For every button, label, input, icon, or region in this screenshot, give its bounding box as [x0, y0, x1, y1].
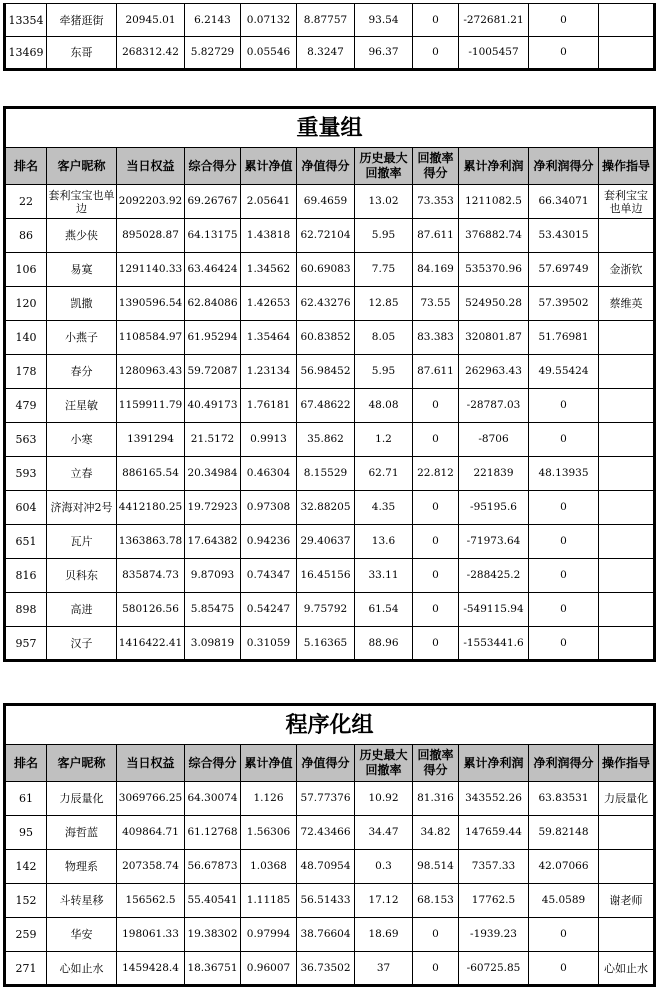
rank-cell: 13354	[5, 4, 47, 37]
max-drawdown-cell: 93.54	[355, 4, 413, 37]
guidance-cell: 套利宝宝也单边	[599, 185, 655, 219]
cumulative-nav-cell: 1.34562	[241, 253, 297, 287]
rank-cell: 178	[5, 355, 47, 389]
max-drawdown-cell: 48.08	[355, 389, 413, 423]
drawdown-score-cell: 87.611	[413, 219, 459, 253]
group-title: 程序化组	[5, 705, 655, 745]
nav-score-cell: 62.43276	[297, 287, 355, 321]
group-title: 重量组	[5, 108, 655, 148]
drawdown-score-cell: 0	[413, 423, 459, 457]
nickname-cell: 瓦片	[47, 525, 117, 559]
profit-score-cell: 0	[529, 593, 599, 627]
drawdown-score-cell: 98.514	[413, 850, 459, 884]
column-header-rank: 排名	[5, 148, 47, 185]
nav-score-cell: 8.15529	[297, 457, 355, 491]
table-row	[5, 37, 655, 70]
table-row	[5, 219, 655, 253]
nickname-cell: 华安	[47, 918, 117, 952]
nickname-cell: 济海对冲2号	[47, 491, 117, 525]
nickname-cell: 春分	[47, 355, 117, 389]
table-row	[5, 850, 655, 884]
table-row	[5, 952, 655, 986]
max-drawdown-cell: 33.11	[355, 559, 413, 593]
drawdown-score-cell: 0	[413, 525, 459, 559]
equity-cell: 3069766.25	[117, 782, 185, 816]
composite-score-cell: 56.67873	[185, 850, 241, 884]
net-profit-cell: 221839	[459, 457, 529, 491]
cumulative-nav-cell: 1.23134	[241, 355, 297, 389]
guidance-cell: 谢老师	[599, 884, 655, 918]
max-drawdown-cell: 5.95	[355, 355, 413, 389]
table-row	[5, 593, 655, 627]
column-header-max-drawdown: 历史最大回撤率	[355, 148, 413, 185]
profit-score-cell: 42.07066	[529, 850, 599, 884]
table-row	[5, 627, 655, 661]
nav-score-cell: 16.45156	[297, 559, 355, 593]
group-body	[5, 782, 655, 986]
table-row	[5, 782, 655, 816]
profit-score-cell: 0	[529, 918, 599, 952]
drawdown-score-cell: 0	[413, 627, 459, 661]
rank-cell: 142	[5, 850, 47, 884]
column-header-profit-score: 净利润得分	[529, 148, 599, 185]
net-profit-cell: -71973.64	[459, 525, 529, 559]
max-drawdown-cell: 10.92	[355, 782, 413, 816]
nickname-cell: 牵猪逛街	[47, 4, 117, 37]
max-drawdown-cell: 12.85	[355, 287, 413, 321]
table-row	[5, 559, 655, 593]
profit-score-cell: 0	[529, 423, 599, 457]
net-profit-cell: -60725.85	[459, 952, 529, 986]
net-profit-cell: 524950.28	[459, 287, 529, 321]
drawdown-score-cell: 83.383	[413, 321, 459, 355]
composite-score-cell: 19.72923	[185, 491, 241, 525]
nickname-cell: 力辰量化	[47, 782, 117, 816]
guidance-cell: 蔡维英	[599, 287, 655, 321]
drawdown-score-cell: 0	[413, 918, 459, 952]
nickname-cell: 汉子	[47, 627, 117, 661]
cumulative-nav-cell: 0.31059	[241, 627, 297, 661]
equity-cell: 1390596.54	[117, 287, 185, 321]
cumulative-nav-cell: 1.76181	[241, 389, 297, 423]
net-profit-cell: 17762.5	[459, 884, 529, 918]
equity-cell: 198061.33	[117, 918, 185, 952]
max-drawdown-cell: 62.71	[355, 457, 413, 491]
guidance-cell	[599, 37, 655, 70]
nav-score-cell: 38.76604	[297, 918, 355, 952]
composite-score-cell: 40.49173	[185, 389, 241, 423]
guidance-cell	[599, 355, 655, 389]
equity-cell: 1459428.4	[117, 952, 185, 986]
guidance-cell	[599, 219, 655, 253]
rank-cell: 651	[5, 525, 47, 559]
equity-cell: 1363863.78	[117, 525, 185, 559]
max-drawdown-cell: 88.96	[355, 627, 413, 661]
composite-score-cell: 6.2143	[185, 4, 241, 37]
guidance-cell	[599, 627, 655, 661]
nav-score-cell: 8.3247	[297, 37, 355, 70]
nav-score-cell: 5.16365	[297, 627, 355, 661]
max-drawdown-cell: 37	[355, 952, 413, 986]
cumulative-nav-cell: 0.94236	[241, 525, 297, 559]
cumulative-nav-cell: 1.0368	[241, 850, 297, 884]
nickname-cell: 汪星敏	[47, 389, 117, 423]
guidance-cell	[599, 850, 655, 884]
rank-cell: 479	[5, 389, 47, 423]
cumulative-nav-cell: 0.9913	[241, 423, 297, 457]
column-header-net-profit: 累计净利润	[459, 148, 529, 185]
equity-cell: 886165.54	[117, 457, 185, 491]
drawdown-score-cell: 84.169	[413, 253, 459, 287]
table-row	[5, 321, 655, 355]
group-title-row	[5, 108, 655, 148]
equity-cell: 156562.5	[117, 884, 185, 918]
profit-score-cell: 57.39502	[529, 287, 599, 321]
previous-group-body	[5, 4, 655, 70]
guidance-cell	[599, 593, 655, 627]
drawdown-score-cell: 81.316	[413, 782, 459, 816]
rank-cell: 593	[5, 457, 47, 491]
group-title-row	[5, 705, 655, 745]
guidance-cell	[599, 816, 655, 850]
nickname-cell: 套利宝宝也单边	[47, 185, 117, 219]
drawdown-score-cell: 34.82	[413, 816, 459, 850]
profit-score-cell: 0	[529, 559, 599, 593]
max-drawdown-cell: 5.95	[355, 219, 413, 253]
equity-cell: 1280963.43	[117, 355, 185, 389]
previous-group-table	[3, 3, 656, 71]
equity-cell: 1291140.33	[117, 253, 185, 287]
drawdown-score-cell: 0	[413, 593, 459, 627]
table-row	[5, 4, 655, 37]
drawdown-score-cell: 0	[413, 952, 459, 986]
equity-cell: 409864.71	[117, 816, 185, 850]
net-profit-cell: 1211082.5	[459, 185, 529, 219]
nickname-cell: 东哥	[47, 37, 117, 70]
equity-cell: 4412180.25	[117, 491, 185, 525]
equity-cell: 1159911.79	[117, 389, 185, 423]
column-header-net-profit: 累计净利润	[459, 745, 529, 782]
max-drawdown-cell: 13.02	[355, 185, 413, 219]
column-header-rank: 排名	[5, 745, 47, 782]
nickname-cell: 斗转星移	[47, 884, 117, 918]
equity-cell: 895028.87	[117, 219, 185, 253]
header-row	[5, 745, 655, 782]
nav-score-cell: 56.51433	[297, 884, 355, 918]
drawdown-score-cell: 73.55	[413, 287, 459, 321]
net-profit-cell: 320801.87	[459, 321, 529, 355]
composite-score-cell: 9.87093	[185, 559, 241, 593]
cumulative-nav-cell: 0.54247	[241, 593, 297, 627]
equity-cell: 268312.42	[117, 37, 185, 70]
nav-score-cell: 56.98452	[297, 355, 355, 389]
guidance-cell	[599, 525, 655, 559]
nav-score-cell: 60.83852	[297, 321, 355, 355]
column-header-nickname: 客户昵称	[47, 148, 117, 185]
profit-score-cell: 0	[529, 389, 599, 423]
net-profit-cell: -1553441.6	[459, 627, 529, 661]
nav-score-cell: 8.87757	[297, 4, 355, 37]
equity-cell: 1416422.41	[117, 627, 185, 661]
table-row	[5, 884, 655, 918]
table-row	[5, 918, 655, 952]
drawdown-score-cell: 68.153	[413, 884, 459, 918]
nav-score-cell: 36.73502	[297, 952, 355, 986]
rank-cell: 95	[5, 816, 47, 850]
max-drawdown-cell: 0.3	[355, 850, 413, 884]
guidance-cell: 金浙钦	[599, 253, 655, 287]
rank-cell: 61	[5, 782, 47, 816]
composite-score-cell: 63.46424	[185, 253, 241, 287]
guidance-cell	[599, 321, 655, 355]
profit-score-cell: 0	[529, 37, 599, 70]
max-drawdown-cell: 34.47	[355, 816, 413, 850]
equity-cell: 580126.56	[117, 593, 185, 627]
rank-cell: 106	[5, 253, 47, 287]
rank-cell: 22	[5, 185, 47, 219]
cumulative-nav-cell: 0.97994	[241, 918, 297, 952]
cumulative-nav-cell: 0.46304	[241, 457, 297, 491]
net-profit-cell: 147659.44	[459, 816, 529, 850]
guidance-cell	[599, 457, 655, 491]
nav-score-cell: 67.48622	[297, 389, 355, 423]
profit-score-cell: 0	[529, 525, 599, 559]
profit-score-cell: 51.76981	[529, 321, 599, 355]
nav-score-cell: 62.72104	[297, 219, 355, 253]
equity-cell: 20945.01	[117, 4, 185, 37]
composite-score-cell: 64.30074	[185, 782, 241, 816]
composite-score-cell: 64.13175	[185, 219, 241, 253]
column-header-drawdown-score: 回撤率得分	[413, 745, 459, 782]
profit-score-cell: 0	[529, 952, 599, 986]
table-row	[5, 355, 655, 389]
cumulative-nav-cell: 1.56306	[241, 816, 297, 850]
table-row	[5, 389, 655, 423]
nickname-cell: 凯撒	[47, 287, 117, 321]
equity-cell: 1391294	[117, 423, 185, 457]
group-body	[5, 185, 655, 661]
cumulative-nav-cell: 1.42653	[241, 287, 297, 321]
nickname-cell: 立春	[47, 457, 117, 491]
max-drawdown-cell: 8.05	[355, 321, 413, 355]
header-row	[5, 148, 655, 185]
guidance-cell	[599, 491, 655, 525]
cumulative-nav-cell: 1.126	[241, 782, 297, 816]
profit-score-cell: 49.55424	[529, 355, 599, 389]
rank-cell: 259	[5, 918, 47, 952]
rank-cell: 86	[5, 219, 47, 253]
nickname-cell: 贝科东	[47, 559, 117, 593]
nav-score-cell: 48.70954	[297, 850, 355, 884]
rank-cell: 271	[5, 952, 47, 986]
guidance-cell	[599, 559, 655, 593]
composite-score-cell: 19.38302	[185, 918, 241, 952]
nickname-cell: 小燕子	[47, 321, 117, 355]
column-header-guidance: 操作指导	[599, 148, 655, 185]
table-row	[5, 816, 655, 850]
profit-score-cell: 63.83531	[529, 782, 599, 816]
column-header-cumulative-nav: 累计净值	[241, 148, 297, 185]
column-header-cumulative-nav: 累计净值	[241, 745, 297, 782]
cumulative-nav-cell: 2.05641	[241, 185, 297, 219]
cumulative-nav-cell: 1.35464	[241, 321, 297, 355]
net-profit-cell: 343552.26	[459, 782, 529, 816]
drawdown-score-cell: 73.353	[413, 185, 459, 219]
nickname-cell: 物理系	[47, 850, 117, 884]
profit-score-cell: 66.34071	[529, 185, 599, 219]
table-row	[5, 423, 655, 457]
column-header-nickname: 客户昵称	[47, 745, 117, 782]
max-drawdown-cell: 18.69	[355, 918, 413, 952]
column-header-max-drawdown: 历史最大回撤率	[355, 745, 413, 782]
composite-score-cell: 5.85475	[185, 593, 241, 627]
composite-score-cell: 5.82729	[185, 37, 241, 70]
nickname-cell: 易寞	[47, 253, 117, 287]
column-header-equity: 当日权益	[117, 745, 185, 782]
profit-score-cell: 48.13935	[529, 457, 599, 491]
table-row	[5, 457, 655, 491]
equity-cell: 835874.73	[117, 559, 185, 593]
composite-score-cell: 18.36751	[185, 952, 241, 986]
rank-cell: 816	[5, 559, 47, 593]
net-profit-cell: -28787.03	[459, 389, 529, 423]
equity-cell: 2092203.92	[117, 185, 185, 219]
column-header-composite-score: 综合得分	[185, 148, 241, 185]
nickname-cell: 海哲蓝	[47, 816, 117, 850]
column-header-nav-score: 净值得分	[297, 148, 355, 185]
cumulative-nav-cell: 0.74347	[241, 559, 297, 593]
composite-score-cell: 17.64382	[185, 525, 241, 559]
max-drawdown-cell: 61.54	[355, 593, 413, 627]
profit-score-cell: 0	[529, 491, 599, 525]
cumulative-nav-cell: 1.11185	[241, 884, 297, 918]
net-profit-cell: -549115.94	[459, 593, 529, 627]
composite-score-cell: 61.12768	[185, 816, 241, 850]
nav-score-cell: 9.75792	[297, 593, 355, 627]
drawdown-score-cell: 0	[413, 37, 459, 70]
equity-cell: 1108584.97	[117, 321, 185, 355]
drawdown-score-cell: 87.611	[413, 355, 459, 389]
table-row	[5, 253, 655, 287]
nav-score-cell: 35.862	[297, 423, 355, 457]
algo-group-table	[3, 703, 656, 987]
drawdown-score-cell: 0	[413, 4, 459, 37]
rank-cell: 120	[5, 287, 47, 321]
column-header-equity: 当日权益	[117, 148, 185, 185]
profit-score-cell: 0	[529, 4, 599, 37]
nav-score-cell: 72.43466	[297, 816, 355, 850]
max-drawdown-cell: 17.12	[355, 884, 413, 918]
guidance-cell	[599, 4, 655, 37]
column-header-profit-score: 净利润得分	[529, 745, 599, 782]
profit-score-cell: 57.69749	[529, 253, 599, 287]
nickname-cell: 心如止水	[47, 952, 117, 986]
column-header-drawdown-score: 回撤率得分	[413, 148, 459, 185]
composite-score-cell: 21.5172	[185, 423, 241, 457]
composite-score-cell: 62.84086	[185, 287, 241, 321]
profit-score-cell: 53.43015	[529, 219, 599, 253]
net-profit-cell: 262963.43	[459, 355, 529, 389]
drawdown-score-cell: 0	[413, 389, 459, 423]
table-row	[5, 491, 655, 525]
net-profit-cell: -8706	[459, 423, 529, 457]
net-profit-cell: 376882.74	[459, 219, 529, 253]
rank-cell: 563	[5, 423, 47, 457]
cumulative-nav-cell: 0.05546	[241, 37, 297, 70]
net-profit-cell: -288425.2	[459, 559, 529, 593]
rank-cell: 898	[5, 593, 47, 627]
nav-score-cell: 29.40637	[297, 525, 355, 559]
cumulative-nav-cell: 0.96007	[241, 952, 297, 986]
composite-score-cell: 20.34984	[185, 457, 241, 491]
max-drawdown-cell: 96.37	[355, 37, 413, 70]
cumulative-nav-cell: 0.07132	[241, 4, 297, 37]
profit-score-cell: 59.82148	[529, 816, 599, 850]
nav-score-cell: 57.77376	[297, 782, 355, 816]
net-profit-cell: -272681.21	[459, 4, 529, 37]
max-drawdown-cell: 1.2	[355, 423, 413, 457]
column-header-guidance: 操作指导	[599, 745, 655, 782]
profit-score-cell: 45.0589	[529, 884, 599, 918]
net-profit-cell: -1005457	[459, 37, 529, 70]
max-drawdown-cell: 4.35	[355, 491, 413, 525]
equity-cell: 207358.74	[117, 850, 185, 884]
nav-score-cell: 32.88205	[297, 491, 355, 525]
max-drawdown-cell: 7.75	[355, 253, 413, 287]
drawdown-score-cell: 0	[413, 559, 459, 593]
max-drawdown-cell: 13.6	[355, 525, 413, 559]
cumulative-nav-cell: 0.97308	[241, 491, 297, 525]
guidance-cell: 力辰量化	[599, 782, 655, 816]
net-profit-cell: 7357.33	[459, 850, 529, 884]
rank-cell: 604	[5, 491, 47, 525]
nickname-cell: 燕少侠	[47, 219, 117, 253]
composite-score-cell: 69.26767	[185, 185, 241, 219]
rank-cell: 13469	[5, 37, 47, 70]
rank-cell: 152	[5, 884, 47, 918]
column-header-composite-score: 综合得分	[185, 745, 241, 782]
table-row	[5, 287, 655, 321]
guidance-cell: 心如止水	[599, 952, 655, 986]
net-profit-cell: -95195.6	[459, 491, 529, 525]
heavy-group-table	[3, 106, 656, 662]
table-row	[5, 185, 655, 219]
rank-cell: 957	[5, 627, 47, 661]
table-row	[5, 525, 655, 559]
composite-score-cell: 61.95294	[185, 321, 241, 355]
composite-score-cell: 59.72087	[185, 355, 241, 389]
drawdown-score-cell: 0	[413, 491, 459, 525]
cumulative-nav-cell: 1.43818	[241, 219, 297, 253]
column-header-nav-score: 净值得分	[297, 745, 355, 782]
nickname-cell: 高进	[47, 593, 117, 627]
nav-score-cell: 69.4659	[297, 185, 355, 219]
nav-score-cell: 60.69083	[297, 253, 355, 287]
net-profit-cell: -1939.23	[459, 918, 529, 952]
rank-cell: 140	[5, 321, 47, 355]
guidance-cell	[599, 918, 655, 952]
profit-score-cell: 0	[529, 627, 599, 661]
net-profit-cell: 535370.96	[459, 253, 529, 287]
drawdown-score-cell: 22.812	[413, 457, 459, 491]
nickname-cell: 小寒	[47, 423, 117, 457]
composite-score-cell: 55.40541	[185, 884, 241, 918]
guidance-cell	[599, 423, 655, 457]
composite-score-cell: 3.09819	[185, 627, 241, 661]
guidance-cell	[599, 389, 655, 423]
